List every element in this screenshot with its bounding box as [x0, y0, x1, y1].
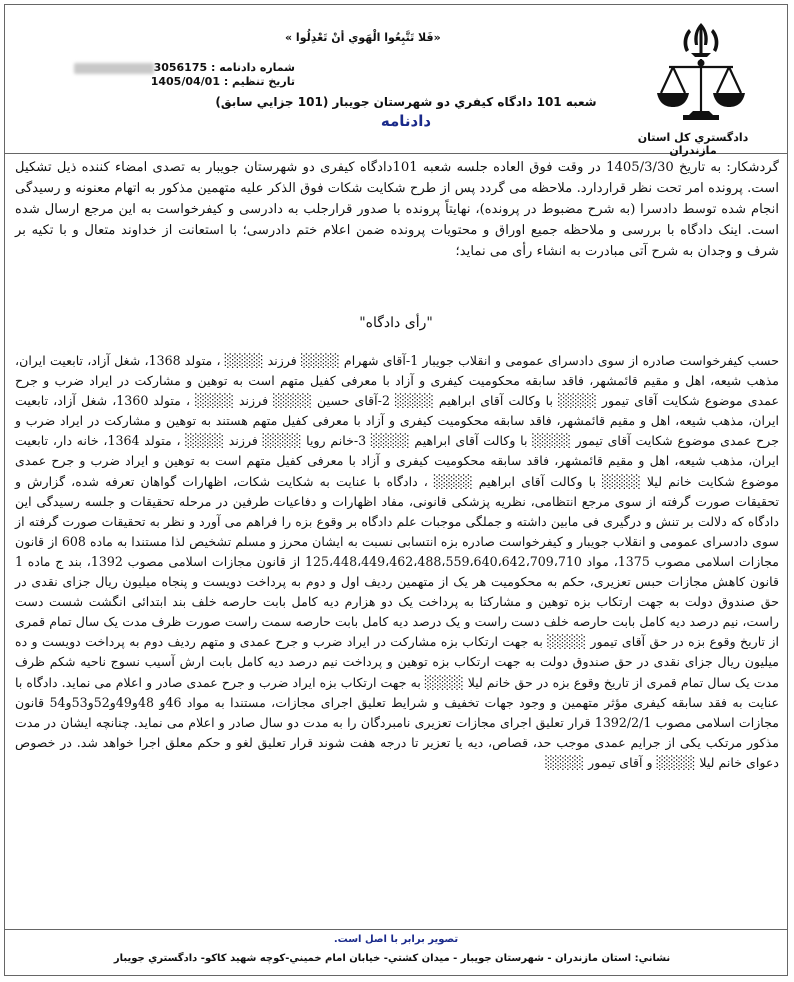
issue-date-label: تاريخ تنظيم : [223, 75, 295, 88]
iran-emblem-scales-icon [651, 19, 751, 127]
quran-verse: «فَلا تَتَّبِعُوا الْهَوي أنْ تَعْدِلُوا » [285, 31, 441, 44]
issue-date-value: 1405/04/01 [150, 75, 220, 88]
court-address: نشاني: استان مازندران - شهرستان جويبار - ميدان کشتي- خيابان امام خميني-کوچه شهيد کاکو- دادگستري جويبار [113, 953, 671, 964]
issue-date-row [65, 75, 295, 89]
document-title: دادنامه [380, 112, 432, 130]
certified-copy-note: تصوير برابر با اصل است. [333, 934, 459, 945]
ruling-heading: "رأی دادگاه" [359, 315, 433, 331]
ruling-paragraph: حسب کیفرخواست صادره از سوی دادسرای عمومی و انقلاب جویبار 1-آقای شهرام ░░░░ فرزند ░░░░ ، متولد 1368، شغل آزاد، تابعیت ایران، مذهب شیعه، اهل و مقیم قائمشهر، فاقد سابقه محکومیت کیفری و آزاد با معرفی کفیل متهم است به توهین و مشارکت در ایراد ضرب و جرح عمدی موضوع شکایت آقای تیمور ░░░░ با وکالت آقای ابراهیم ░░░░ 2-آقای حسین ░░░░ فرزند ░░░░ ، متولد 1360، شغل آزاد، تابعیت ایران، مذهب شیعه، اهل و مقیم قائمشهر، فاقد سابقه محکومیت کیفری و آزاد با معرفی کفیل متهم هستند به توهین و مشارکت در ایراد ضرب و جرح عمدی موضوع شکایت آقای تیمور ░░░░ با وکالت آقای ابراهیم ░░░░ 3-خانم رویا ░░░░ فرزند ░░░░ ، متولد 1364، خانه دار، تابعیت ایران، مذهب شیعه، اهل و مقیم قائمشهر، فاقد سابقه محکومیت کیفری و آزاد با معرفی کفیل متهم است به توهین و ایراد ضرب و جرح عمدی موضوع شکایت خانم لیلا ░░░░ با وکالت آقای ابراهیم ░░░░ ، دادگاه با عنایت به شکایت شکات، اظهارات گواهان تعرفه شده، گزارش و تحقیقات صورت گرفته از سوی مرجع انتظامی، نظریه پزشکی قانونی، مفاد اظهارات و دفاعیات طرفین در مرحله تحقیقات و جلسه رسیدگی این دادگاه که دلالت بر تنش و درگیری فی مابین داشته و جملگی موجبات علم دادگاه بر وقوع بزه را فراهم می آورد و نظر به تحقیقات صورت گرفته از سوی دادسرای عمومی و انقلاب جویبار و کیفرخواست صادره بزه انتسابی نسبت به ایشان محرز و مسلم تشخیص لذا مستندا به ماده 608 از قانون مجازات اسلامی مصوب 1375، مواد 125،448،449،462،488،559،640،642،709،710 از قانون مجازات اسلامی مصوب 1392، بند ج ماده 1 قانون کاهش مجازات حبس تعزیری، حکم به محکومیت هر یک از متهمین ردیف اول و دوم به پرداخت دویست و پنجاه میلیون ریال جزای نقدی در حق صندوق دولت به جهت ارتکاب بزه توهین و مشارکتا به پرداخت یک دو هزارم دیه کامل بابت حارصه خلف بند ابتدائی انگشت شست دست راست، نیم درصد دیه کامل بابت حارصه خلف دست راست و یک درصد دیه کامل بابت حارصه سمت راست صورت ظرف مدت یک سال تمام قمری از تاریخ وقوع بزه در حق آقای تیمور ░░░░ به جهت ارتکاب بزه مشارکت در ایراد ضرب و جرح عمدی و متهم ردیف دوم به پرداخت دویست و ده میلیون ریال جزای نقدی در حق صندوق دولت به جهت ارتکاب بزه توهین و پرداخت نیم درصد دیه کامل بابت ارش آسیب نسوج ناحیه شکم ظرف مدت یک سال تمام قمری از تاریخ وقوع بزه در حق خانم لیلا ░░░░ به جهت ارتکاب بزه ایراد ضرب و جرح عمدی صادر و اعلام می نماید. دادگاه با عنایت به فقد سابقه کیفری مؤثر متهمین و وجود جهات تخفیف و شرایط تعلیق اجرای مجازات، مستندا به مواد 46و 48و49و52و53و54 قانون مجازات اسلامی مصوب 1392/2/1 قرار تعلیق اجرای مجازات تعزیری نامبردگان را به مدت دو سال صادر و اعلام می نماید. چنانچه ایشان در مدت مذکور مرتکب یکی از جرایم عمدی موجب حد، قصاص، دیه یا تعزیر تا درجه هفت شوند قرار تعلیق لغو و حکم معلق اجرا خواهد شد. در خصوص دعوای خانم لیلا ░░░░ و آقای تیمور ░░░░ [15, 353, 780, 770]
court-branch-title: شعبه 101 دادگاه کيفري دو شهرستان جويبار (101 جزايي سابق) [215, 95, 597, 109]
ruling-document [4, 4, 788, 976]
ruling-number-value: 3056175 [153, 61, 208, 74]
organization-name: دادگستري کل استان مازندران [637, 131, 749, 157]
document-header [5, 5, 787, 157]
ruling-number-row [65, 61, 295, 75]
document-body [5, 155, 787, 930]
redaction-mark [74, 63, 154, 74]
document-footer [5, 931, 787, 975]
proceedings-paragraph: گردشکار: به تاریخ 1405/3/30 در وقت فوق العاده جلسه شعبه 101دادگاه کیفری دو شهرستان جویبار به تصدی امضاء کننده ذیل تشکیل است. پرونده امر تحت نظر قراردارد. ملاحظه می گردد پس از طرح شکایت شکات فوق الذکر علیه متهمین مذکور به اتهام معنونه و رسیدگی انجام شده توسط دادسرا (به شرح مضبوط در پرونده)، نهایتاً پرونده با صدور قرارجلب به دادرسی و کیفرخواست به این مرجع ارسال شده است. اینک دادگاه با بررسی و ملاحظه جمیع اوراق و محتویات پرونده ضمن اعلام ختم دادرسی؛ با استعانت از خداوند متعال و با تکیه بر شرف و وجدان به شرح آتی مبادرت به انشاء رأی می نماید؛ [15, 160, 779, 259]
document-metadata [65, 61, 295, 89]
ruling-number-label: شماره دادنامه : [210, 61, 295, 74]
